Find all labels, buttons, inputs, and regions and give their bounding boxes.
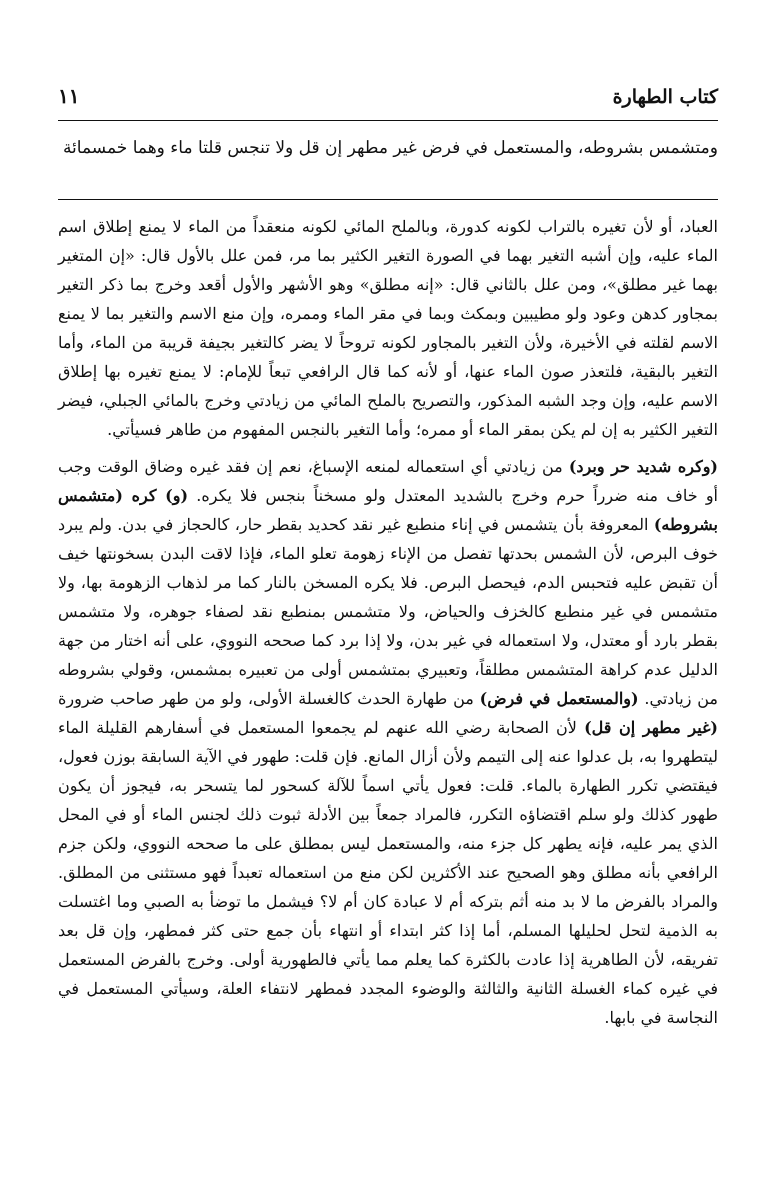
page-number: ١١ — [58, 84, 80, 108]
footnote-separator — [58, 199, 718, 200]
matn-quote: (غير مطهر إن قل) — [584, 718, 718, 737]
book-page — [58, 80, 718, 1032]
commentary — [58, 212, 718, 1032]
commentary-text: لأن الصحابة رضي الله عنهم لم يجمعوا المستعمل في أسفارهم القليلة الماء ليتطهروا به، بل عدلوا عنه إلى التيمم ولأن أزال المانع. فإن قلت: طهور في الآية السابقة بوزن فعول، فيقتضي تكرر الطهارة بالماء. قلت: فعول يأتي اسماً للآلة كسحور لما يتسحر به، فيجوز أن يكون طهور كذلك ولو سلم اقتضاؤه التكرر، فالمراد جمعاً بين الأدلة ثبوت ذلك لجنس الماء أو في المحل الذي يمر عليه، فإنه يطهر كل جزء منه، والمستعمل ليس بمطلق على ما صححه النووي، ولكن جزم الرافعي بأنه مطلق وهو الصحيح عند الأكثرين لكن منع من استعماله تعبداً فهو مستثنى من المطلق. والمراد بالفرض ما لا بد منه أثم بتركه أم لا عبادة كان أم لا؟ فيشمل ما توضأ به الصبي وما اغتسلت به الذمية لتحل لحليلها المسلم، أما إذا كثر ابتداء أو انتهاء بأن جمع حتى كثر فمطهر، وإن قل بعد تفريقه، لأن الطاهرية إذا عادت بالكثرة كما يعلم مما يأتي فالطهورية أولى. وخرج بالفرض المستعمل في غيره كماء الغسلة الثانية والثالثة والوضوء المجدد فمطهر لانتفاء العلة، وسيأتي المستعمل في النجاسة في بابها. — [58, 718, 719, 1027]
page-header — [58, 80, 718, 121]
commentary-paragraph-2 — [58, 452, 718, 1032]
book-title: كتاب الطهارة — [612, 86, 718, 108]
commentary-text: المعروفة بأن يتشمس في إناء منطبع غير نقد كحديد بقطر حار، كالحجاز في بدن. ولم يبرد خوف البرص، لأن الشمس بحدتها تفصل من الإناء زهومة تعلو الماء، فإذا لاقت البدن بسخونتها خيف أن تقبض عليه فتحبس الدم، فيحصل البرص. فلا يكره المسخن بالنار كما مر لذهاب الزهومة بها، ولا متشمس في غير منطبع كالخزف والحياض، ولا متشمس بمنطبع نقد لصفاء جوهره، ولا متشمس بقطر بارد أو معتدل، ولا استعماله في غير بدن، ولا إذا برد كما صححه النووي، على أنه اختار من جهة الدليل عدم كراهة المتشمس مطلقاً، وتعبيري بمتشمس أولى من تعبيره بمشمس، وقولي بشروطه من زيادتي. — [58, 515, 718, 708]
commentary-paragraph-1: العباد، أو لأن تغيره بالتراب لكونه كدورة، وبالملح المائي لكونه منعقداً من الماء لا يمنع إطلاق اسم الماء عليه، وإن أشبه التغير بهما في الصورة التغير الكثير بما مر، فمن علل بالأول قال: «إن المتغير بهما غير مطلق»، ومن علل بالثاني قال: «إنه مطلق» وهو الأشهر والأول أقعد وخرج بما ذكر التغير بمجاور كدهن وعود ولو مطيبين وبمكث وبما في مقر الماء وممره، وإن منع الاسم والتغير بما لا يمنع الاسم لقلته في الأخيرة، ولأن التغير بالمجاور لكونه تروحاً لا يضر كالتغير بجيفة قريبة من الماء، وأما التغير بالبقية، فلتعذر صون الماء عنها، أو لأنه كما قال الرافعي تبعاً للإمام: لا يمنع تغيره بها إطلاق الاسم عليه، وإن وجد الشبه المذكور، والتصريح بالملح المائي من زيادتي وخرج بالمائي الجبلي، فيضر التغير الكثير به إن لم يكن بمقر الماء أو ممره؛ وأما التغير بالنجس المفهوم من طاهر فسيأتي. — [58, 217, 719, 439]
commentary-text: من طهارة الحدث كالغسلة الأولى، ولو من طهر صاحب ضرورة — [58, 689, 480, 708]
matn-quote: (والمستعمل في فرض) — [479, 689, 639, 708]
matn-text: ومتشمس بشروطه، والمستعمل في فرض غير مطهر إن قل ولا تنجس قلتا ماء وهما خمسمائة — [62, 138, 718, 158]
matn-quote: (و) كره (متشمس بشروطه) — [58, 486, 718, 534]
commentary-text: من زيادتي أي استعماله لمنعه الإسباغ، نعم إن فقد غيره وضاق الوقت وجب أو خاف منه ضرراً حرم وخرج بالشديد المعتدل ولو مسخناً بنجس فلا يكره. — [58, 457, 718, 505]
matn-quote: (وكره شديد حر وبرد) — [568, 457, 719, 476]
